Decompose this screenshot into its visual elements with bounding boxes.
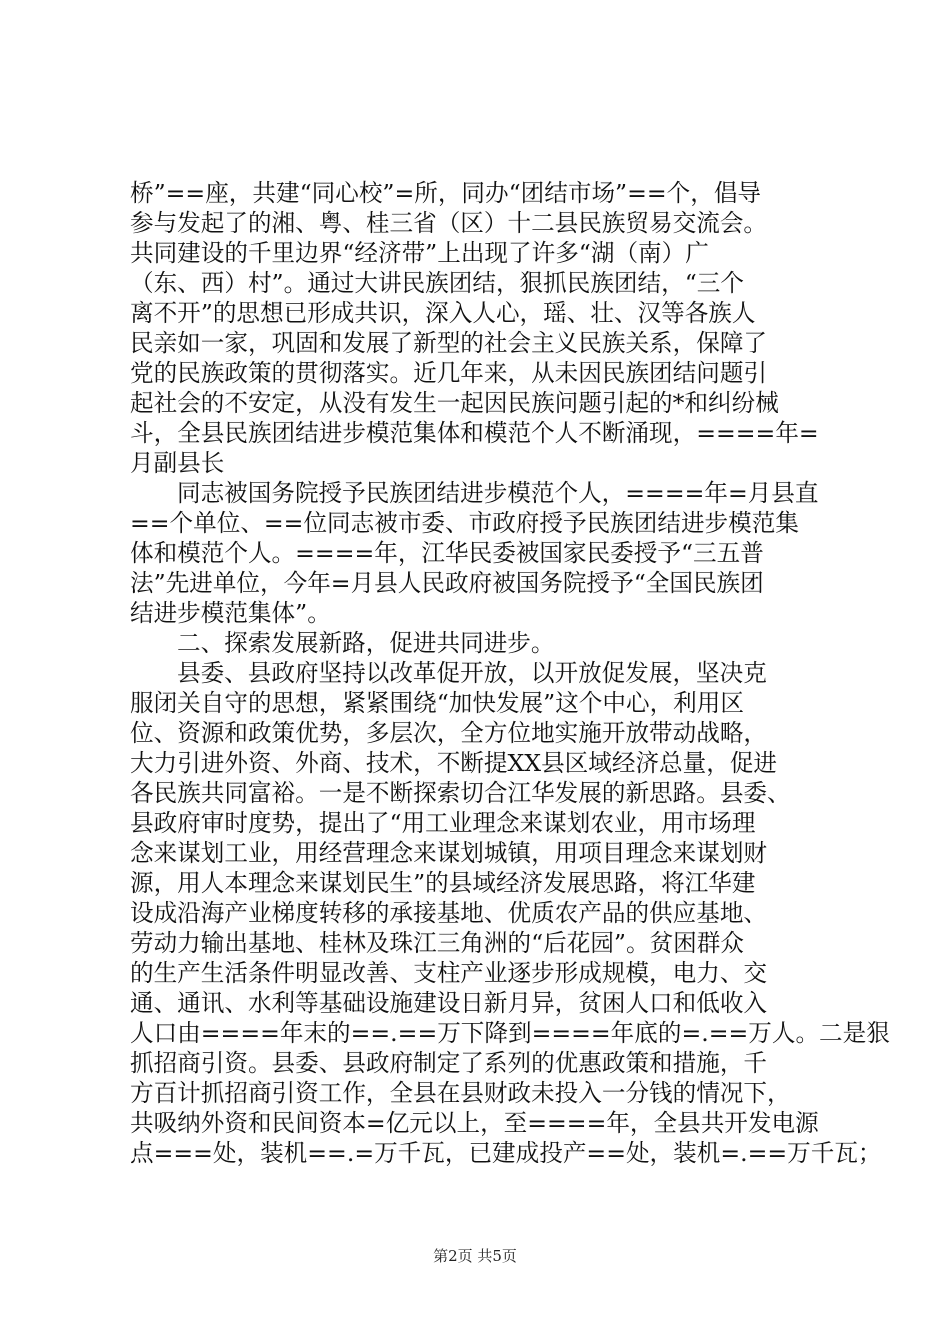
text-line: 共同建设的千里边界“经济带”上出现了许多“湖（南）广 <box>130 239 709 267</box>
text-line: 桥”==座，共建“同心校”=所，同办“团结市场”==个，倡导 <box>130 179 762 207</box>
text-line: 劳动力输出基地、桂林及珠江三角洲的“后花园”。贫困群众 <box>130 929 744 957</box>
text-line: （东、西）村”。通过大讲民族团结，狠抓民族团结，“三个 <box>130 269 744 297</box>
text-line: 共吸纳外资和民间资本=亿元以上，至====年，全县共开发电源 <box>130 1109 819 1137</box>
text-line: 念来谋划工业，用经营理念来谋划城镇，用项目理念来谋划财 <box>130 839 768 867</box>
document-body <box>130 178 890 1168</box>
section-heading: 二、探索发展新路，促进共同进步。 <box>177 629 555 657</box>
text-line: 通、通讯、水利等基础设施建设日新月异，贫困人口和低收入 <box>130 989 768 1017</box>
text-line: 党的民族政策的贯彻落实。近几年来，从未因民族团结问题引 <box>130 359 768 387</box>
text-line: 各民族共同富裕。一是不断探索切合江华发展的新思路。县委、 <box>130 779 791 807</box>
text-line: 源，用人本理念来谋划民生”的县域经济发展思路，将江华建 <box>130 869 756 897</box>
text-line: 法”先进单位，今年=月县人民政府被国务院授予“全国民族团 <box>130 569 764 597</box>
text-line: 月副县长 <box>130 449 225 477</box>
text-line: 大力引进外资、外商、技术，不断提XX县区域经济总量，促进 <box>130 749 778 777</box>
text-line: 县政府审时度势，提出了“用工业理念来谋划农业，用市场理 <box>130 809 756 837</box>
text-line: 民亲如一家，巩固和发展了新型的社会主义民族关系，保障了 <box>130 329 768 357</box>
text-line: 离不开”的思想已形成共识，深入人心，瑶、壮、汉等各族人 <box>130 299 756 327</box>
text-line: 斗，全县民族团结进步模范集体和模范个人不断涌现，====年= <box>130 419 819 447</box>
text-line: 起社会的不安定，从没有发生一起因民族问题引起的*和纠纷械 <box>130 389 779 417</box>
paragraph-start-line: 同志被国务院授予民族团结进步模范个人，====年=月县直 <box>177 479 819 507</box>
text-line: 点===处，装机==.=万千瓦，已建成投产==处，装机=.==万千瓦； <box>130 1139 882 1167</box>
text-line: 位、资源和政策优势，多层次，全方位地实施开放带动战略， <box>130 719 768 747</box>
text-line: 服闭关自守的思想，紧紧围绕“加快发展”这个中心，利用区 <box>130 689 744 717</box>
text-line: 人口由====年末的==.==万下降到====年底的=.==万人。二是狠 <box>130 1019 890 1047</box>
text-line: 抓招商引资。县委、县政府制定了系列的优惠政策和措施，千 <box>130 1049 768 1077</box>
text-line: 结进步模范集体”。 <box>130 599 331 627</box>
text-line: ==个单位、==位同志被市委、市政府授予民族团结进步模范集 <box>130 509 799 537</box>
text-line: 参与发起了的湘、粤、桂三省（区）十二县民族贸易交流会。 <box>130 209 768 237</box>
text-line: 的生产生活条件明显改善、支柱产业逐步形成规模，电力、交 <box>130 959 768 987</box>
text-line: 方百计抓招商引资工作，全县在县财政未投入一分钱的情况下， <box>130 1079 791 1107</box>
paragraph-start-line: 县委、县政府坚持以改革促开放，以开放促发展，坚决克 <box>177 659 767 687</box>
text-line: 设成沿海产业梯度转移的承接基地、优质农产品的供应基地、 <box>130 899 768 927</box>
page-number-footer: 第2页 共5页 <box>433 1247 517 1265</box>
text-line: 体和模范个人。====年，江华民委被国家民委授予“三五普 <box>130 539 764 567</box>
